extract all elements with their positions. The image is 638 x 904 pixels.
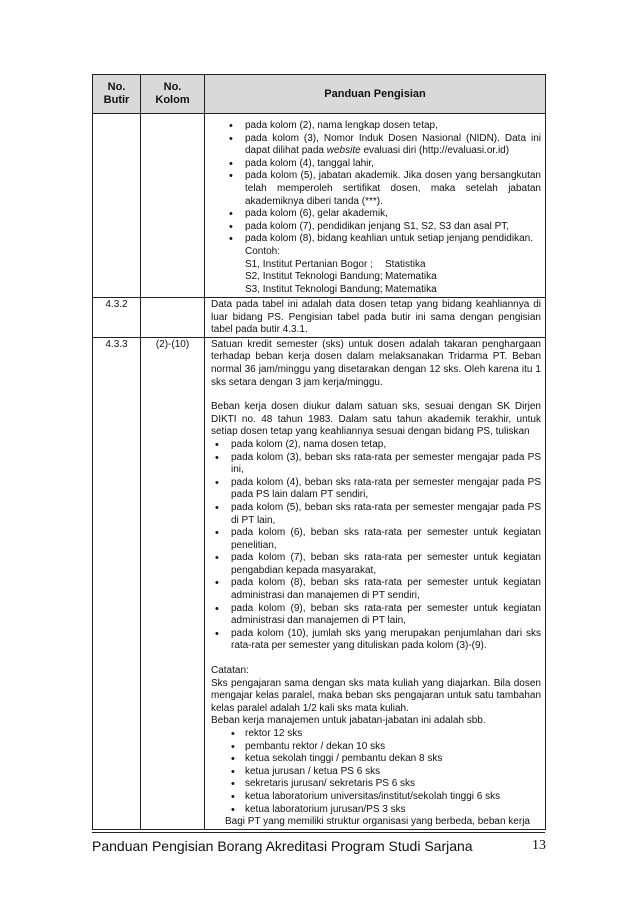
list-item: • pada kolom (4), beban sks rata-rata per semester mengajar pada PS pada PS lain dalam PT sendiri, xyxy=(211,477,541,502)
list-item: • pada kolom (7), beban sks rata-rata per semester untuk kegiatan pengabdian kepada masyarakat, xyxy=(211,552,541,577)
header-no-kolom: No. Kolom xyxy=(141,75,205,114)
list-item: • pada kolom (4), tanggal lahir, xyxy=(211,158,541,171)
cell-panduan xyxy=(205,114,546,298)
cell-panduan xyxy=(205,298,546,338)
list-item: • pada kolom (3), beban sks rata-rata per semester mengajar pada PS ini, xyxy=(211,452,541,477)
list-item: • ketua laboratorium universitas/institut/sekolah tinggi 6 sks xyxy=(231,791,541,804)
cell-butir: 4.3.2 xyxy=(93,298,141,338)
contoh-examples xyxy=(245,259,541,297)
list-item: • pada kolom (6), gelar akademik, xyxy=(211,208,541,221)
paragraph: Data pada tabel ini adalah data dosen tetap yang bidang keahliannya di luar bidang PS. Pengisian tabel pada butir ini sama dengan pengisian tabel pada butir 4.3.1. xyxy=(211,299,541,336)
example-institusi: S3, Institut Teknologi Bandung; xyxy=(245,283,383,295)
example-bidang: Matematika xyxy=(385,283,437,295)
bullet-list xyxy=(231,728,541,816)
catatan-label: Catatan: xyxy=(211,665,249,677)
page-number: 13 xyxy=(532,838,546,853)
list-item: • pada kolom (2), nama lengkap dosen tetap, xyxy=(211,120,541,133)
paragraph: Sks pengajaran sama dengan sks mata kuliah yang diajarkan. Bila dosen mengajar kelas paralel, maka beban sks pengajaran untuk satu tambahan kelas paralel adalah 1/2 kali sks mata kuliah. xyxy=(211,677,541,714)
list-item: • rektor 12 sks xyxy=(231,728,541,741)
example-bidang: Matematika xyxy=(385,271,437,283)
cell-butir: 4.3.3 xyxy=(93,337,141,829)
table-row xyxy=(93,337,546,829)
header-panduan-pengisian: Panduan Pengisian xyxy=(205,75,546,114)
contoh-label: Contoh: xyxy=(245,245,281,257)
example-bidang: Statistika xyxy=(385,258,426,270)
paragraph: Beban kerja dosen diukur dalam satuan sks, sesuai dengan SK Dirjen DIKTI no. 48 tahun 1983. Dalam satu tahun akademik terakhir, untuk setiap dosen tetap yang keahliannya sesuai dengan bidang PS, tuliskan xyxy=(211,401,541,438)
cell-kolom: (2)-(10) xyxy=(141,337,205,829)
list-item: • pada kolom (3), Nomor Induk Dosen Nasional (NIDN). Data ini dapat dilihat pada website evaluasi diri (http://evaluasi.or.id) xyxy=(211,133,541,158)
cell-kolom xyxy=(141,298,205,338)
bullet-list xyxy=(211,439,541,653)
list-item: • pada kolom (8), beban sks rata-rata per semester untuk kegiatan administrasi dan manajemen di PT sendiri, xyxy=(211,577,541,602)
list-item: • pada kolom (9), beban sks rata-rata per semester untuk kegiatan administrasi dan manajemen di PT lain, xyxy=(211,603,541,628)
paragraph: Bagi PT yang memiliki struktur organisasi yang berbeda, beban kerja xyxy=(225,816,530,828)
list-item: • sekretaris jurusan/ sekretaris PS 6 sks xyxy=(231,778,541,791)
list-item: • ketua sekolah tinggi / pembantu dekan 8 sks xyxy=(231,753,541,766)
footer-title: Panduan Pengisian Borang Akreditasi Program Studi Sarjana xyxy=(92,838,473,854)
example-institusi: S1, Institut Pertanian Bogor ; xyxy=(245,258,373,270)
list-item: • ketua laboratorium jurusan/PS 3 sks xyxy=(231,804,541,817)
footer-rule xyxy=(92,832,545,833)
list-item: • pada kolom (2), nama dosen tetap, xyxy=(211,439,541,452)
table-row xyxy=(93,298,546,338)
table-row xyxy=(93,114,546,298)
list-item: • pada kolom (5), beban sks rata-rata per semester mengajar pada PS di PT lain, xyxy=(211,502,541,527)
italic-term: website xyxy=(326,145,361,157)
cell-panduan xyxy=(205,337,546,829)
list-item: • pada kolom (7), pendidikan jenjang S1, S2, S3 dan asal PT, xyxy=(211,221,541,234)
bullet-list xyxy=(211,120,541,246)
list-item: • pembantu rektor / dekan 10 sks xyxy=(231,741,541,754)
example-institusi: S2, Institut Teknologi Bandung; xyxy=(245,271,383,283)
cell-kolom xyxy=(141,114,205,298)
header-no-butir: No. Butir xyxy=(93,75,141,114)
list-item: • pada kolom (10), jumlah sks yang merupakan penjumlahan dari sks rata-rata per semester yang dituliskan pada kolom (3)-(9). xyxy=(211,628,541,653)
list-item: • pada kolom (8), bidang keahlian untuk setiap jenjang pendidikan. xyxy=(211,233,541,246)
guide-table xyxy=(92,74,546,830)
paragraph: Satuan kredit semester (sks) untuk dosen adalah takaran penghargaan terhadap beban kerja dosen dalam melaksanakan Tridarma PT. Beban normal 36 jam/minggu yang disetarakan dengan 12 sks. Oleh karena itu 1 sks setara dengan 3 jam kerja/minggu. xyxy=(211,338,541,388)
list-item: • pada kolom (6), beban sks rata-rata per semester untuk kegiatan penelitian, xyxy=(211,527,541,552)
contoh-block xyxy=(211,246,541,296)
list-item: • ketua jurusan / ketua PS 6 sks xyxy=(231,766,541,779)
paragraph: Beban kerja manajemen untuk jabatan-jabatan ini adalah sbb. xyxy=(211,715,486,727)
cell-butir xyxy=(93,114,141,298)
table-header-row xyxy=(93,75,546,114)
list-item: • pada kolom (5), jabatan akademik. Jika dosen yang bersangkutan telah memperoleh sertifikat dosen, maka setelah jabatan akademiknya diberi tanda (***). xyxy=(211,170,541,208)
